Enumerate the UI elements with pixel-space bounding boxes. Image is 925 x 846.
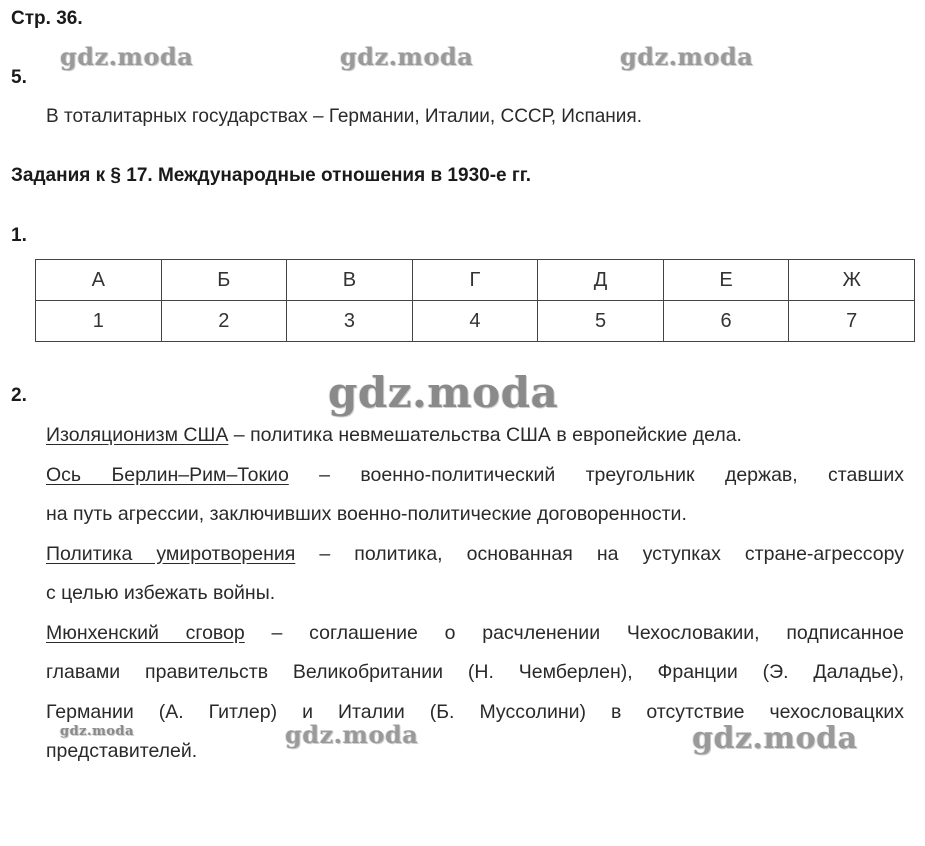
definition-term: Ось Берлин–Рим–Токио <box>46 463 289 486</box>
table-row-numbers <box>36 301 915 342</box>
definition-axis <box>46 456 904 535</box>
definition-text: – политика невмешательства США в европейские дела. <box>228 424 742 446</box>
definition-line: с целью избежать войны. <box>46 582 276 604</box>
watermark: gdz.moda <box>328 368 559 417</box>
watermark: gdz.moda <box>60 724 135 739</box>
table-cell: 4 <box>412 301 538 342</box>
definition-line <box>46 456 904 496</box>
question-5-number: 5. <box>11 67 27 88</box>
table-cell: 2 <box>161 301 287 342</box>
definition-text: – соглашение о расчленении Чехословакии, подписанное <box>244 621 904 644</box>
question-5-answer: В тоталитарных государствах – Германии, Италии, СССР, Испания. <box>46 106 642 127</box>
table-cell: 3 <box>287 301 413 342</box>
definition-term: Политика умиротворения <box>46 542 296 565</box>
table-cell: Ж <box>789 260 915 301</box>
table-cell: Е <box>663 260 789 301</box>
definition-line: на путь агрессии, заключивших военно-политические договоренности. <box>46 503 687 525</box>
definition-term: Мюнхенский сговор <box>46 621 245 644</box>
watermark: gdz.moda <box>692 721 858 756</box>
definition-line: главами правительств Великобритании (Н. Чемберлен), Франции (Э. Даладье), <box>46 661 904 683</box>
table-cell: Б <box>161 260 287 301</box>
definition-text: – политика, основанная на уступках стране-агрессору <box>295 542 904 565</box>
watermark: gdz.moda <box>285 720 419 749</box>
definition-appeasement <box>46 535 904 614</box>
definition-line <box>46 535 904 575</box>
watermark: gdz.moda <box>340 42 474 71</box>
table-cell: 5 <box>538 301 664 342</box>
definition-text: – военно-политический треугольник держав, ставших <box>288 463 905 486</box>
table-cell: 1 <box>36 301 162 342</box>
question-2-number: 2. <box>11 385 27 406</box>
table-cell: В <box>287 260 413 301</box>
table-cell: 6 <box>663 301 789 342</box>
table-cell: Д <box>538 260 664 301</box>
answer-table <box>35 259 915 342</box>
page-reference: Стр. 36. <box>11 8 83 29</box>
watermark: gdz.moda <box>620 42 754 71</box>
table-row-letters <box>36 260 915 301</box>
definition-line: Германии (А. Гитлер) и Италии (Б. Муссолини) в отсутствие чехословацких <box>46 700 904 723</box>
question-1-number: 1. <box>11 225 27 246</box>
definition-isolationism <box>46 416 904 456</box>
definition-line: представителей. <box>46 740 198 762</box>
definition-line <box>46 416 904 456</box>
table-cell: 7 <box>789 301 915 342</box>
definition-term: Изоляционизм США <box>46 424 229 446</box>
table-cell: Г <box>412 260 538 301</box>
watermark: gdz.moda <box>60 42 194 71</box>
section-title: Задания к § 17. Международные отношения в 1930-е гг. <box>11 165 532 186</box>
table-cell: А <box>36 260 162 301</box>
definition-line <box>46 614 904 654</box>
